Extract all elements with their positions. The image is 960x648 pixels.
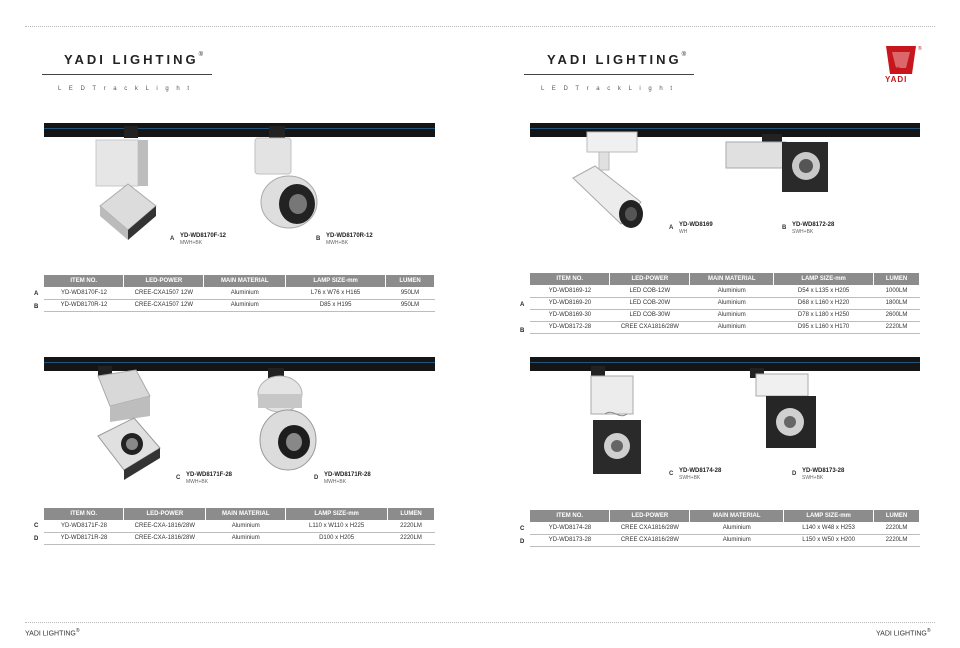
product-label-b-right: B YD-WD8172-28 SWH+BK	[782, 222, 835, 235]
column-header: ITEM NO.	[44, 275, 124, 287]
table-cell: LED COB-30W	[610, 309, 690, 321]
table-cell: YD-WD8174-28	[530, 522, 610, 534]
table-cell: CREE-CXA-1816/28W	[124, 520, 206, 532]
column-header: LED-POWER	[124, 508, 206, 520]
table-row	[530, 534, 920, 546]
column-header: LAMP SIZE-mm	[286, 508, 388, 520]
product-label-c: C YD-WD8171F-28 MWH+BK	[176, 472, 233, 485]
lamp-image-a-right	[565, 128, 645, 228]
table-cell: 1000LM	[874, 285, 920, 297]
table-cell: YD-WD8169-12	[530, 285, 610, 297]
column-header: MAIN MATERIAL	[206, 508, 286, 520]
table-cell: L110 x W110 x H225	[286, 520, 388, 532]
table-cell: Aluminium	[690, 522, 784, 534]
table-cell: 950LM	[386, 299, 435, 311]
spec-table-right-top	[530, 273, 920, 334]
table-cell: CREE-CXA-1816/28W	[124, 532, 206, 544]
lamp-image-d-right	[750, 368, 830, 452]
column-header: MAIN MATERIAL	[690, 273, 774, 285]
column-header: LAMP SIZE-mm	[784, 510, 874, 522]
row-letter: D	[34, 536, 39, 542]
table-cell: Aluminium	[690, 297, 774, 309]
row-letter: D	[520, 539, 525, 545]
table-cell: Aluminium	[690, 534, 784, 546]
column-header: ITEM NO.	[44, 508, 124, 520]
subtitle-right: L E D T r a c k L i g h t	[541, 86, 676, 92]
logo-chinese: 雅迪	[890, 67, 901, 73]
table-cell: LED COB-20W	[610, 297, 690, 309]
column-header: LAMP SIZE-mm	[774, 273, 874, 285]
table-cell: YD-WD8170R-12	[44, 299, 124, 311]
spec-table-left-bottom	[44, 508, 435, 545]
table-cell: 2220LM	[388, 532, 435, 544]
product-label-b: B YD-WD8170R-12 MWH+BK	[316, 233, 373, 246]
table-cell: YD-WD8169-30	[530, 309, 610, 321]
product-label-d: D YD-WD8171R-28 MWH+BK	[314, 472, 371, 485]
table-cell: YD-WD8171R-28	[44, 532, 124, 544]
table-cell: 950LM	[386, 287, 435, 299]
column-header: LED-POWER	[610, 510, 690, 522]
table-row	[530, 297, 920, 309]
table-row	[530, 522, 920, 534]
brand-rule-right	[524, 74, 694, 75]
lamp-image-b	[245, 126, 325, 236]
footer-brand-right: YADI LIGHTING®	[876, 628, 931, 638]
brand-rule-left	[42, 74, 212, 75]
table-header-row	[530, 273, 920, 285]
table-cell: CREE CXA1816/28W	[610, 321, 690, 333]
column-header: LED-POWER	[124, 275, 204, 287]
table-cell: L76 x W76 x H165	[286, 287, 386, 299]
table-cell: Aluminium	[206, 532, 286, 544]
column-header: LUMEN	[874, 510, 920, 522]
table-header-row	[44, 508, 435, 520]
product-label-a: A YD-WD8170F-12 MWH+BK	[170, 233, 227, 246]
table-cell: Aluminium	[204, 287, 286, 299]
lamp-image-a	[90, 126, 170, 244]
table-cell: CREE-CXA1507 12W	[124, 287, 204, 299]
row-letter: C	[34, 523, 39, 529]
table-cell: D54 x L135 x H205	[774, 285, 874, 297]
table-cell: L150 x W50 x H200	[784, 534, 874, 546]
row-letter: B	[520, 328, 525, 334]
table-cell: D85 x H195	[286, 299, 386, 311]
table-row	[530, 309, 920, 321]
table-cell: Aluminium	[690, 285, 774, 297]
lamp-image-b-right	[722, 132, 832, 202]
spec-table-left-top	[44, 275, 435, 312]
table-cell: D78 x L180 x H250	[774, 309, 874, 321]
table-cell: YD-WD8171F-28	[44, 520, 124, 532]
table-row	[44, 520, 435, 532]
lamp-image-d	[250, 368, 330, 478]
row-letter: A	[34, 291, 39, 297]
table-cell: 2600LM	[874, 309, 920, 321]
table-cell: YD-WD8172-28	[530, 321, 610, 333]
product-label-c-right: C YD-WD8174-28 SWH+BK	[669, 468, 722, 481]
column-header: ITEM NO.	[530, 510, 610, 522]
table-cell: YD-WD8170F-12	[44, 287, 124, 299]
column-header: LUMEN	[874, 273, 920, 285]
table-header-row	[530, 510, 920, 522]
table-cell: D100 x H205	[286, 532, 388, 544]
column-header: LUMEN	[386, 275, 435, 287]
table-cell: D68 x L160 x H220	[774, 297, 874, 309]
column-header: LUMEN	[388, 508, 435, 520]
brand-title-left: YADI LIGHTING®	[64, 52, 204, 67]
row-letter: B	[34, 304, 39, 310]
column-header: MAIN MATERIAL	[690, 510, 784, 522]
table-cell: 2220LM	[874, 522, 920, 534]
logo-reg: ®	[918, 46, 922, 52]
table-cell: 2220LM	[388, 520, 435, 532]
table-row	[530, 321, 920, 333]
footer-brand-left: YADI LIGHTING®	[25, 628, 80, 638]
column-header: LED-POWER	[610, 273, 690, 285]
table-row	[44, 287, 435, 299]
table-cell: CREE CXA1816/28W	[610, 522, 690, 534]
lamp-image-c	[90, 366, 170, 488]
logo-text: YADI	[885, 75, 908, 84]
table-cell: 2220LM	[874, 534, 920, 546]
table-cell: YD-WD8173-28	[530, 534, 610, 546]
product-label-d-right: D YD-WD8173-28 SWH+BK	[792, 468, 845, 481]
subtitle-left: L E D T r a c k L i g h t	[58, 86, 193, 92]
table-header-row	[44, 275, 435, 287]
table-cell: CREE CXA1816/28W	[610, 534, 690, 546]
column-header: ITEM NO.	[530, 273, 610, 285]
top-dotted-rule	[25, 26, 935, 27]
table-cell: L140 x W48 x H253	[784, 522, 874, 534]
column-header: LAMP SIZE-mm	[286, 275, 386, 287]
product-label-a-right: A YD-WD8169 WH	[669, 222, 713, 235]
spec-table-right-bottom	[530, 510, 920, 547]
table-cell: 1800LM	[874, 297, 920, 309]
table-cell: Aluminium	[206, 520, 286, 532]
table-row	[44, 532, 435, 544]
bottom-dotted-rule	[25, 622, 935, 623]
lamp-image-c-right	[585, 366, 655, 482]
table-cell: Aluminium	[690, 309, 774, 321]
table-cell: Aluminium	[690, 321, 774, 333]
table-cell: CREE-CXA1507 12W	[124, 299, 204, 311]
table-cell: LED COB-12W	[610, 285, 690, 297]
table-cell: D95 x L160 x H170	[774, 321, 874, 333]
table-row	[530, 285, 920, 297]
row-letter: C	[520, 526, 525, 532]
row-letter: A	[520, 302, 525, 308]
table-cell: 2220LM	[874, 321, 920, 333]
brand-title-right: YADI LIGHTING®	[547, 52, 687, 67]
table-cell: Aluminium	[204, 299, 286, 311]
table-row	[44, 299, 435, 311]
table-cell: YD-WD8169-20	[530, 297, 610, 309]
column-header: MAIN MATERIAL	[204, 275, 286, 287]
